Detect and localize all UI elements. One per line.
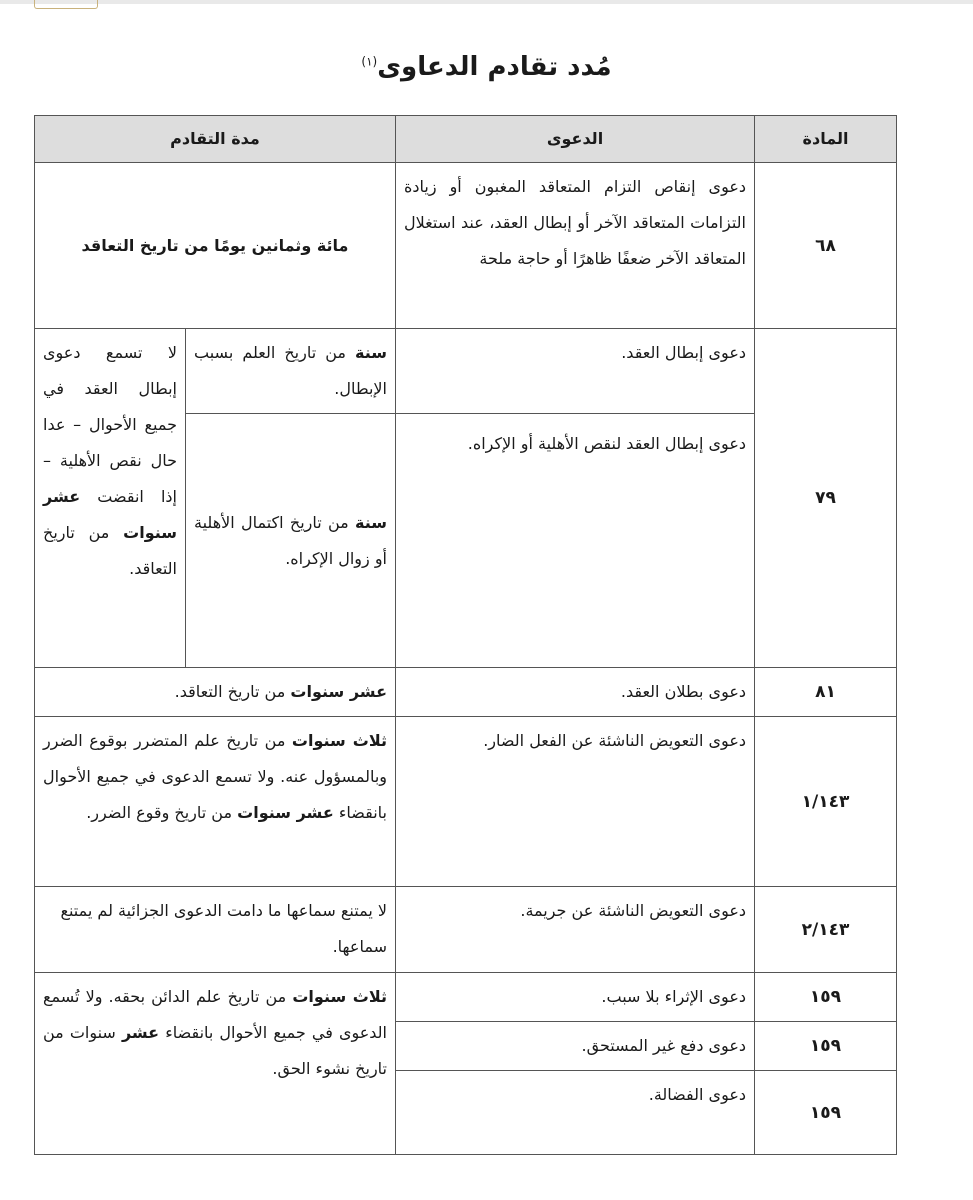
claim-cell: دعوى إنقاص التزام المتعاقد المغبون أو زيادة التزامات المتعاقد الآخر أو إبطال العقد، عند استغلال المتعاقد الآخر ضعفًا ظاهرًا أو حاجة ملحة [396, 163, 755, 329]
article-cell: ١٥٩ [755, 1022, 897, 1071]
top-border-line [0, 0, 973, 4]
table-row [35, 973, 897, 1022]
claim-cell: دعوى إبطال العقد لنقص الأهلية أو الإكراه. [396, 414, 755, 668]
article-cell: ٦٨ [755, 163, 897, 329]
table-row [35, 163, 897, 329]
table-row [35, 668, 897, 717]
claim-cell: دعوى التعويض الناشئة عن الفعل الضار. [396, 717, 755, 887]
title-footnote: (١) [361, 54, 378, 69]
limitation-periods-table [34, 115, 897, 1155]
period-cell: سنة من تاريخ اكتمال الأهلية أو زوال الإكراه. [186, 414, 396, 668]
period-cell: ثلاث سنوات من تاريخ علم الدائن بحقه. ولا تُسمع الدعوى في جميع الأحوال بانقضاء عشر سنوات من تاريخ نشوء الحق. [35, 973, 396, 1155]
period-cell: سنة من تاريخ العلم بسبب الإبطال. [186, 329, 396, 414]
page-header-mark [34, 0, 98, 9]
claim-cell: دعوى التعويض الناشئة عن جريمة. [396, 887, 755, 973]
table-row [35, 887, 897, 973]
table-row [35, 329, 897, 414]
header-row [35, 116, 897, 163]
claim-cell: دعوى الفضالة. [396, 1071, 755, 1155]
claim-cell: دعوى الإثراء بلا سبب. [396, 973, 755, 1022]
claim-cell: دعوى إبطال العقد. [396, 329, 755, 414]
page-title: مُدد تقادم الدعاوى$^{(١)}$ [361, 52, 612, 82]
claim-cell: دعوى بطلان العقد. [396, 668, 755, 717]
article-cell: ٨١ [755, 668, 897, 717]
claim-cell: دعوى دفع غير المستحق. [396, 1022, 755, 1071]
article-cell: ٢/١٤٣ [755, 887, 897, 973]
article-cell: ١٥٩ [755, 973, 897, 1022]
article-cell: ١٥٩ [755, 1071, 897, 1155]
header-article: المادة [755, 116, 897, 163]
period-cell: ثلاث سنوات من تاريخ علم المتضرر بوقوع الضرر وبالمسؤول عنه. ولا تسمع الدعوى في جميع الأحوال بانقضاء عشر سنوات من تاريخ وقوع الضرر. [35, 717, 396, 887]
header-period: مدة التقادم [35, 116, 396, 163]
period-cell: مائة وثمانين يومًا من تاريخ التعاقد [35, 163, 396, 329]
period-cell: لا يمتنع سماعها ما دامت الدعوى الجزائية لم يمتنع سماعها. [35, 887, 396, 973]
table-row [35, 717, 897, 887]
header-claim: الدعوى [396, 116, 755, 163]
period-cell: عشر سنوات من تاريخ التعاقد. [35, 668, 396, 717]
article-cell: ١/١٤٣ [755, 717, 897, 887]
article-cell: ٧٩ [755, 329, 897, 668]
note-cell: لا تسمع دعوى إبطال العقد في جميع الأحوال – عدا حال نقص الأهلية – إذا انقضت عشر سنوات من تاريخ التعاقد. [35, 329, 186, 668]
